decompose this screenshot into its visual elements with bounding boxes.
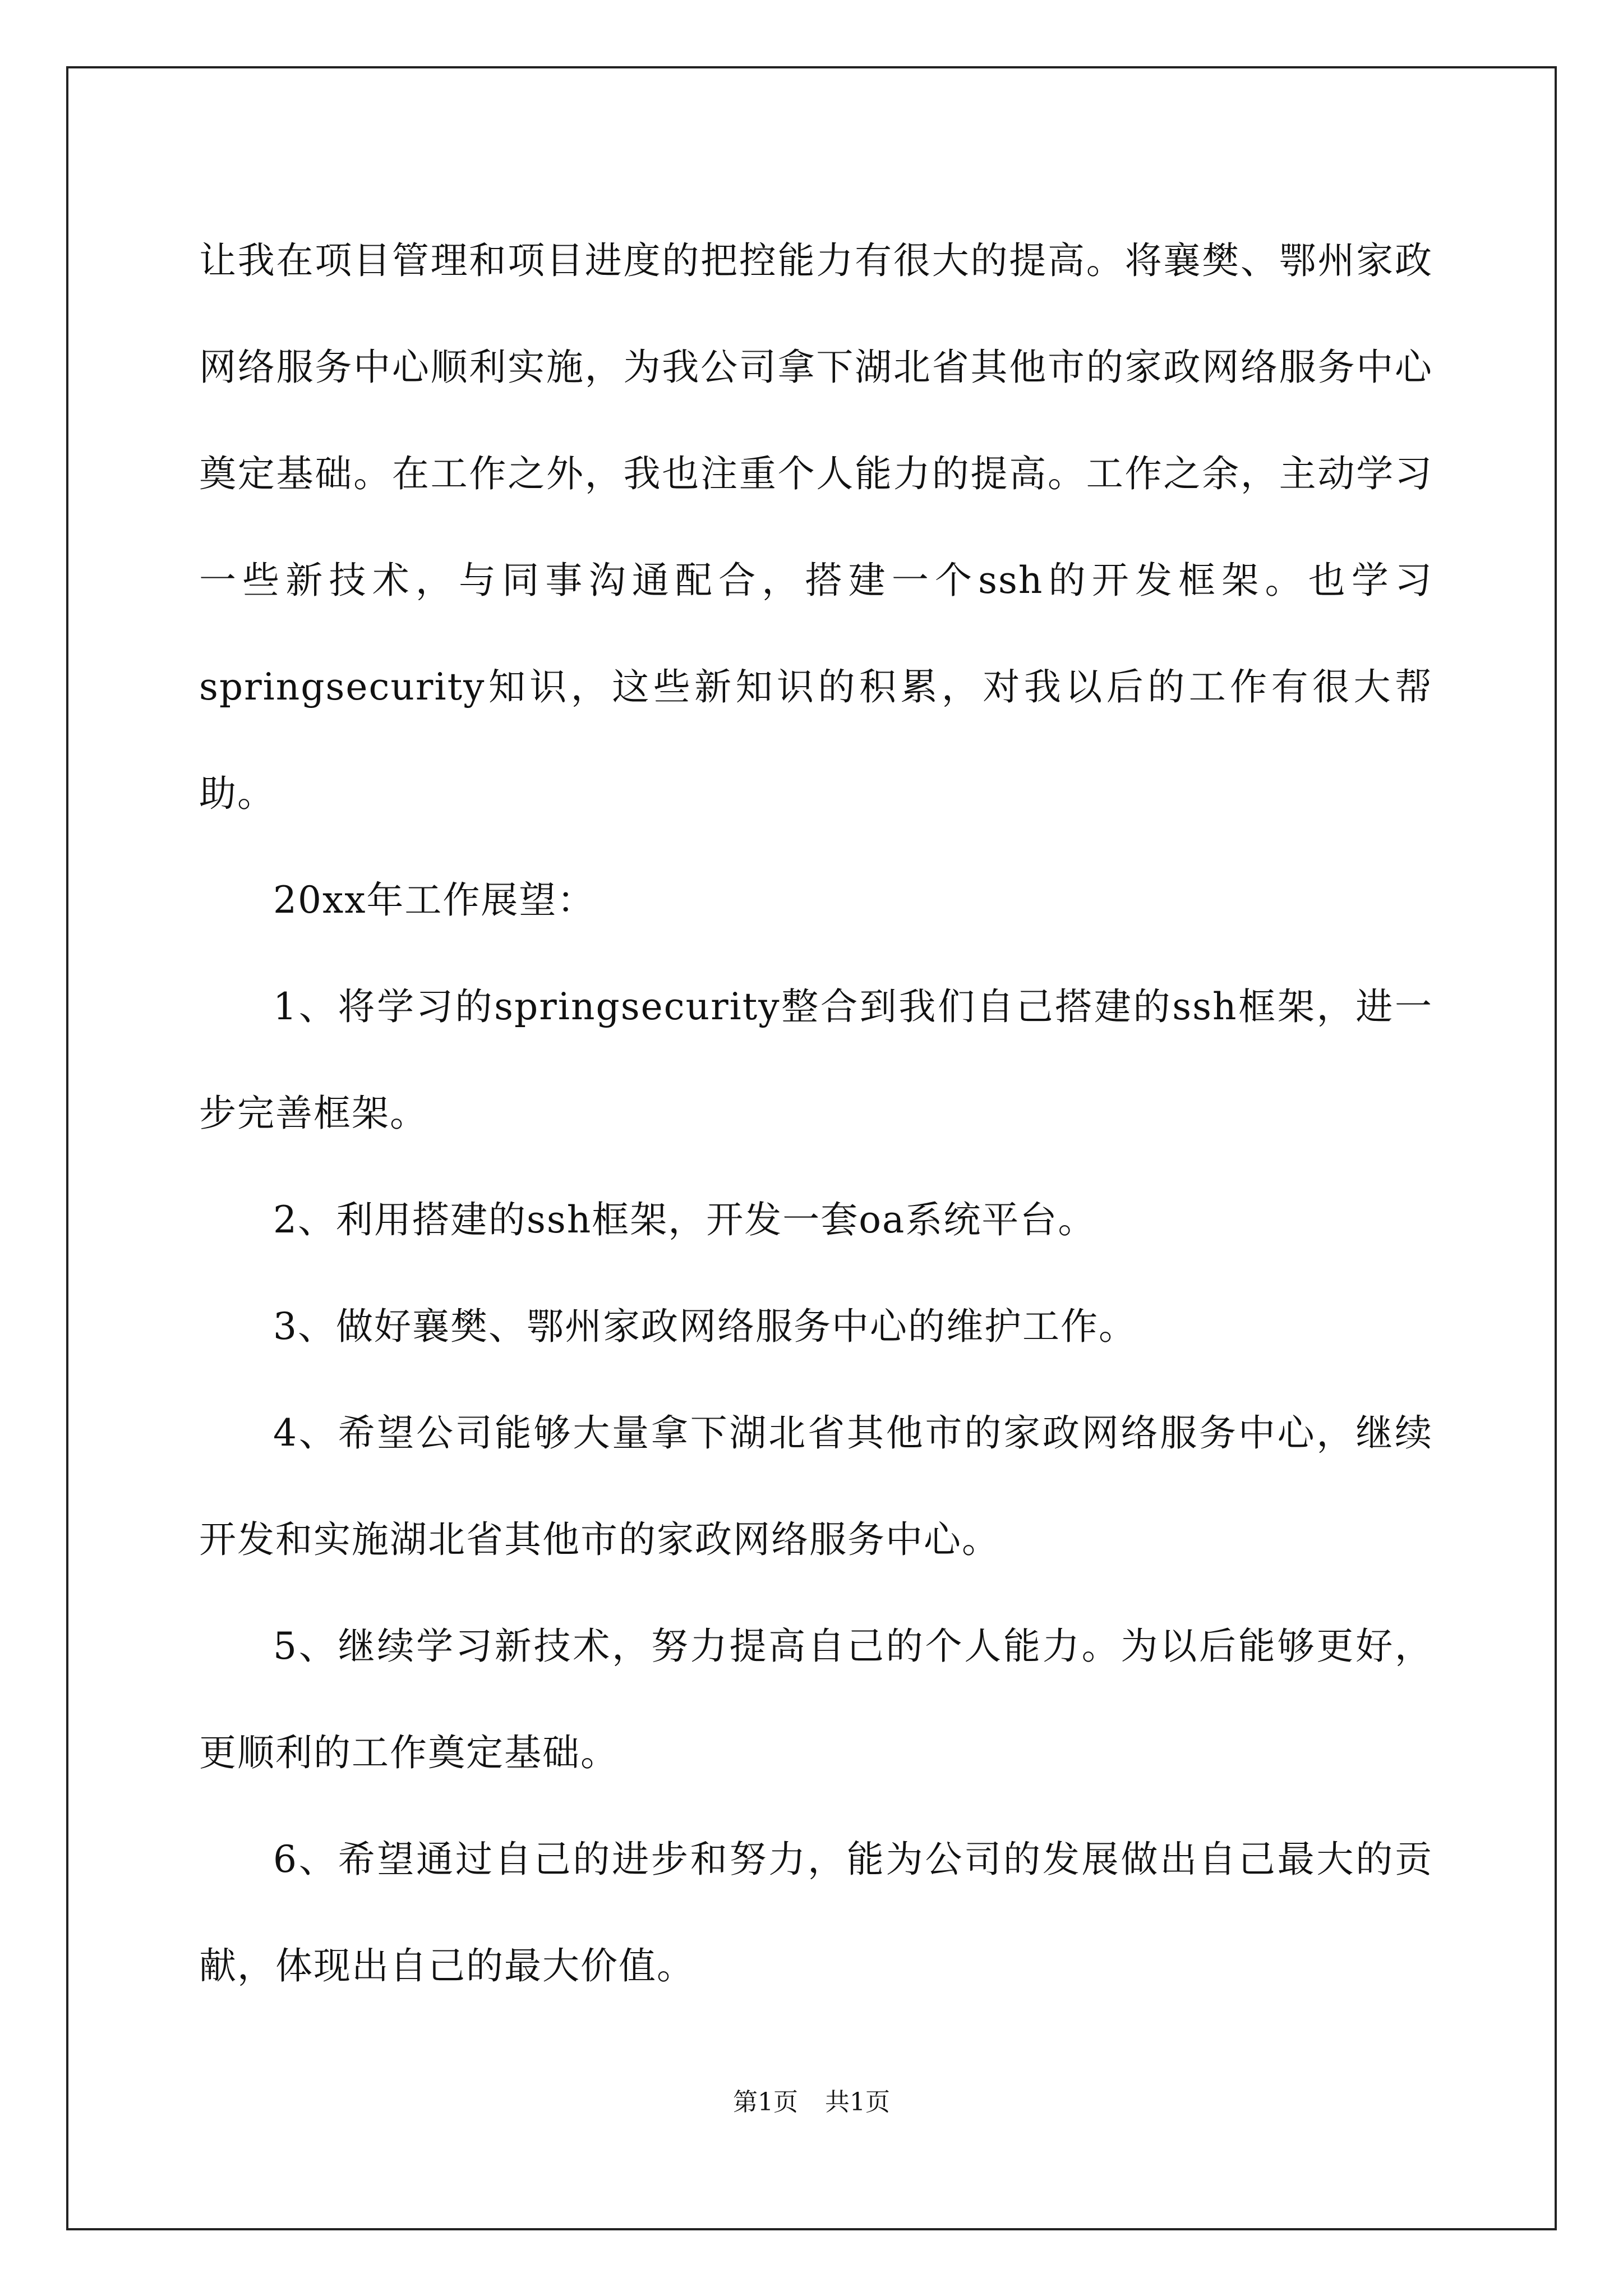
document-body <box>199 208 1433 2019</box>
page-footer <box>0 2086 1623 2119</box>
page-number-total: 共1页 <box>825 2088 890 2116</box>
paragraph-item-3: 3、做好襄樊、鄂州家政网络服务中心的维护工作。 <box>273 1305 1137 1348</box>
paragraph-item-1: 1、将学习的springsecurity整合到我们自己搭建的ssh框架，进一步完善框架。 <box>199 985 1433 1135</box>
paragraph-intro: 让我在项目管理和项目进度的把控能力有很大的提高。将襄樊、鄂州家政网络服务中心顺利实施，为我公司拿下湖北省其他市的家政网络服务中心奠定基础。在工作之外，我也注重个人能力的提高。工作之余，主动学习一些新技术，与同事沟通配合，搭建一个ssh的开发框架。也学习springsecurity知识，这些新知识的积累，对我以后的工作有很大帮助。 <box>199 239 1433 815</box>
paragraph-item-2: 2、利用搭建的ssh框架，开发一套oa系统平台。 <box>273 1198 1096 1241</box>
paragraph-outlook-heading: 20xx年工作展望： <box>273 878 596 922</box>
paragraph-item-6: 6、希望通过自己的进步和努力，能为公司的发展做出自己最大的贡献，体现出自己的最大价值。 <box>199 1838 1433 1987</box>
paragraph-item-5: 5、继续学习新技术，努力提高自己的个人能力。为以后能够更好，更顺利的工作奠定基础。 <box>199 1625 1433 1774</box>
page-number-current: 第1页 <box>733 2088 798 2116</box>
paragraph-item-4: 4、希望公司能够大量拿下湖北省其他市的家政网络服务中心，继续开发和实施湖北省其他市的家政网络服务中心。 <box>199 1411 1433 1561</box>
